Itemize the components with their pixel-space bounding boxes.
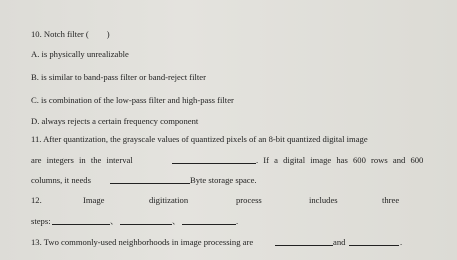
q13-blank-1	[275, 237, 333, 246]
q12-blank-1	[52, 216, 110, 225]
q12-end: .	[236, 216, 239, 226]
q13-end: .	[400, 237, 403, 247]
q12-blank-2	[120, 216, 172, 225]
q13-blank-2	[349, 237, 399, 246]
q11-line2-prefix: are integers in the interval	[31, 155, 133, 165]
q13-prefix: 13. Two commonly-used neighborhoods in image processing are	[31, 237, 254, 247]
q10-stem	[31, 29, 110, 40]
q11-line3-prefix: columns, it needs	[31, 175, 91, 185]
q12-sep-1: 、	[110, 216, 119, 226]
q13-and: and	[333, 237, 346, 247]
q11-line2-suffix: . If a digital image has 600 rows and 600	[256, 155, 424, 165]
q12-number: 12.	[31, 195, 42, 205]
q12-blank-3	[182, 216, 239, 226]
q11-blank-bytes	[110, 175, 190, 184]
q10-stem-close: )	[106, 29, 110, 39]
q12-word-image: Image	[83, 195, 105, 205]
q10-option-b: B. is similar to band-pass filter or band-reject filter	[31, 72, 206, 82]
q12-steps-label: steps:	[31, 216, 51, 226]
q10-option-a: A. is physically unrealizable	[31, 49, 129, 59]
q12-word-digitization: digitization	[149, 195, 189, 205]
q11-blank-interval	[172, 155, 256, 164]
q12-word-process: process	[236, 195, 262, 205]
q12-word-three: three	[382, 195, 400, 205]
q10-option-c: C. is combination of the low-pass filter and high-pass filter	[31, 95, 234, 105]
q12-sep-2: 、	[172, 216, 181, 226]
q11-line1: 11. After quantization, the grayscale values of quantized pixels of an 8-bit quantized digital image	[31, 134, 368, 144]
q10-option-d: D. always rejects a certain frequency component	[31, 116, 199, 126]
q11-line3-suffix: Byte storage space.	[190, 175, 257, 185]
q12-word-includes: includes	[309, 195, 338, 205]
q10-stem-text: 10. Notch filter (	[31, 29, 89, 39]
